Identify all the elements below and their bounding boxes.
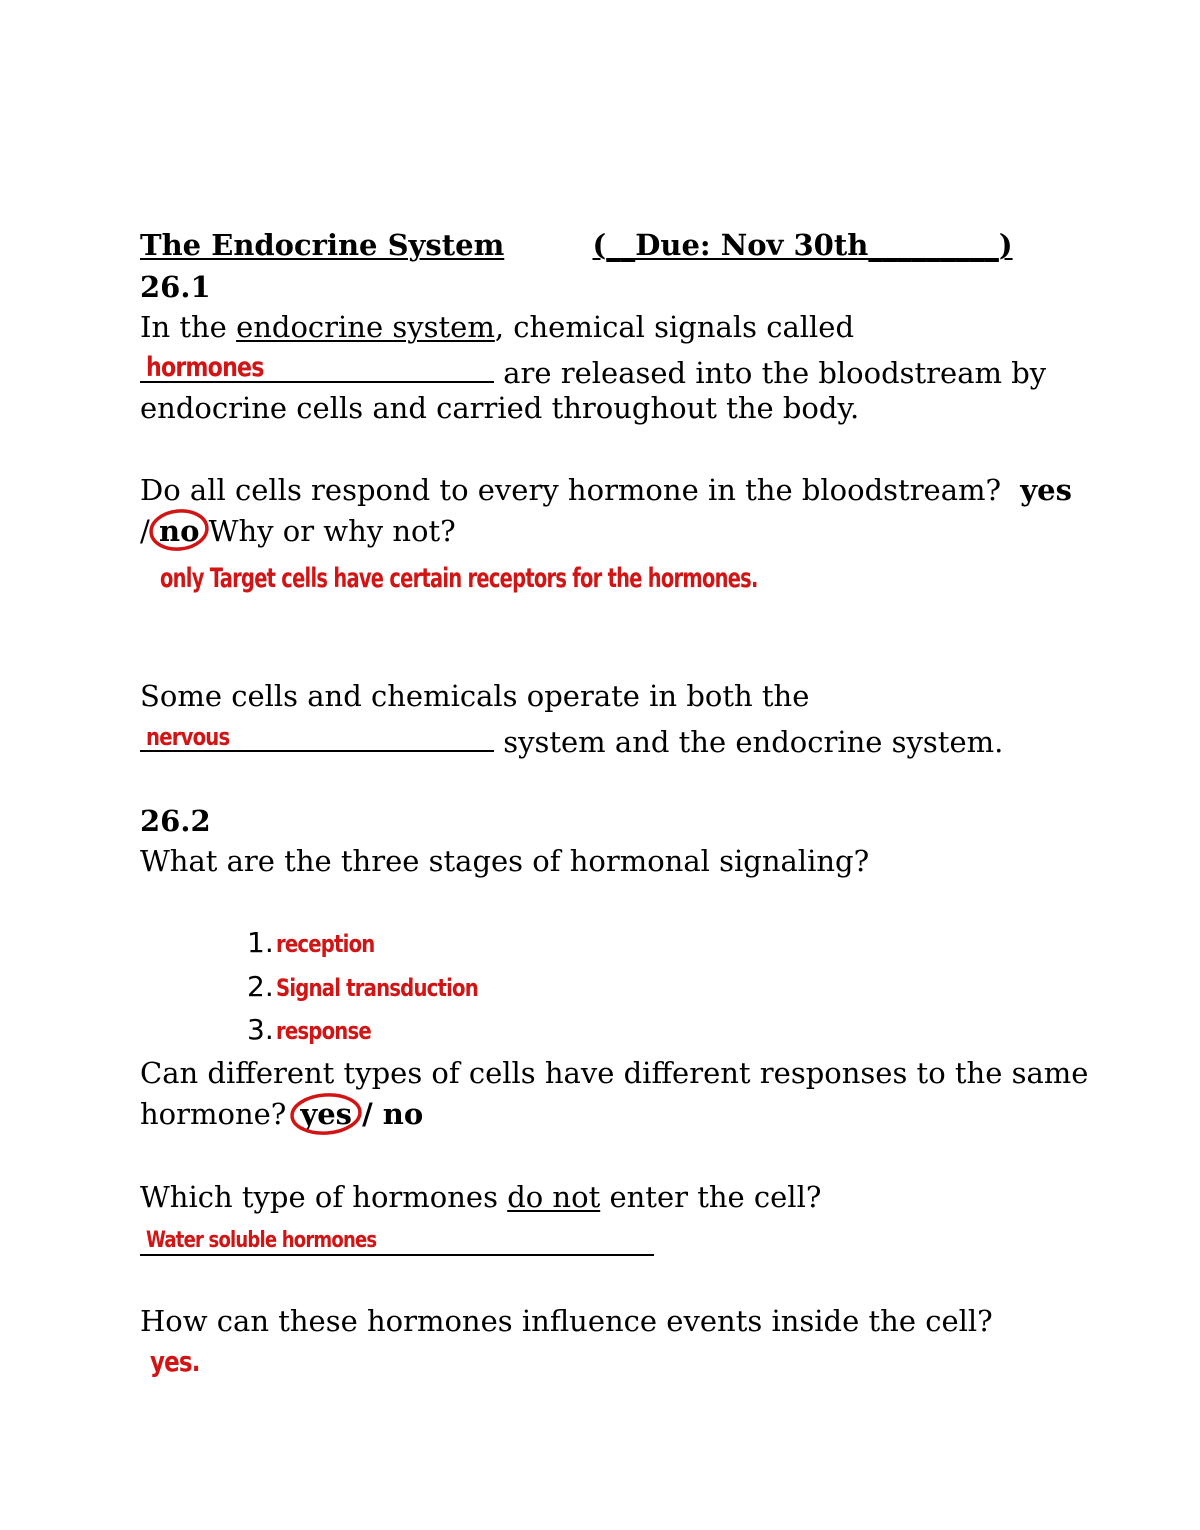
answer-blank-hormones[interactable] — [140, 351, 494, 383]
handwritten-answer-nervous: nervous — [146, 723, 230, 751]
q1-text-a: In the — [140, 310, 237, 344]
q3-line1: Some cells and chemicals operate in both the — [140, 679, 810, 713]
q5-option-yes-circled[interactable]: yes — [300, 1097, 352, 1131]
handwritten-stage-1: reception — [275, 930, 375, 958]
q1-text-b: , chemical signals called — [494, 310, 855, 344]
q2-text: Do all cells respond to every hormone in the bloodstream? — [140, 473, 1002, 507]
hand-circle-icon — [149, 506, 211, 554]
q2-why-text: Why or why not? — [199, 514, 456, 548]
stage-item-1: 1.reception — [247, 926, 375, 959]
q5-option-no[interactable]: no — [382, 1097, 424, 1131]
q6-line1: Which type of hormones do not enter the cell? — [140, 1180, 822, 1214]
q5-text: hormone? — [140, 1097, 287, 1131]
q7-line1: How can these hormones influence events inside the cell? — [140, 1304, 993, 1338]
handwritten-answer-q7: yes. — [150, 1345, 200, 1378]
q1-line3: endocrine cells and carried throughout the body. — [140, 391, 860, 425]
answer-blank-water-soluble[interactable] — [140, 1224, 654, 1256]
q7-answer-line — [150, 1344, 211, 1379]
q1-underlined-term: endocrine system — [236, 310, 495, 344]
q5-slash: / — [352, 1097, 383, 1131]
section-26-1-heading: 26.1 — [140, 270, 211, 304]
handwritten-stage-2: Signal transduction — [275, 974, 478, 1002]
q1-line2 — [140, 351, 1046, 390]
stage-item-3: 3.response — [247, 1013, 371, 1046]
q5-line2 — [140, 1097, 423, 1131]
answer-blank-nervous[interactable] — [140, 720, 494, 752]
handwritten-stage-3: response — [275, 1017, 371, 1045]
q6-line2 — [140, 1224, 654, 1263]
worksheet-title: The Endocrine System — [140, 228, 505, 262]
q6-underlined: do not — [507, 1180, 601, 1214]
q2-line2 — [140, 514, 456, 548]
handwritten-answer-q2: only Target cells have certain receptors for the hormones. — [160, 563, 758, 594]
stages-question: What are the three stages of hormonal signaling? — [140, 844, 870, 878]
q2-option-yes[interactable]: yes — [1020, 473, 1072, 507]
q2-line1 — [140, 473, 1072, 507]
q3-line2 — [140, 720, 1003, 759]
q3-text: system and the endocrine system. — [494, 725, 1004, 759]
q1-line1 — [140, 310, 854, 344]
handwritten-answer-hormones: hormones — [146, 352, 264, 383]
q5-line1: Can different types of cells have different responses to the same — [140, 1056, 1089, 1090]
section-26-2-heading: 26.2 — [140, 804, 211, 838]
stage-item-2: 2.Signal transduction — [247, 970, 478, 1003]
q2-slash: / — [140, 514, 159, 548]
worksheet-title-line — [140, 228, 1013, 262]
q1-text-c: are released into the bloodstream by — [494, 356, 1047, 390]
due-date: (__Due: Nov 30th_________) — [592, 228, 1013, 262]
hand-circle-icon — [290, 1089, 364, 1139]
q2-answer-line — [160, 560, 990, 596]
q2-option-no-circled[interactable]: no — [159, 514, 199, 548]
handwritten-answer-water-soluble: Water soluble hormones — [146, 1228, 377, 1253]
